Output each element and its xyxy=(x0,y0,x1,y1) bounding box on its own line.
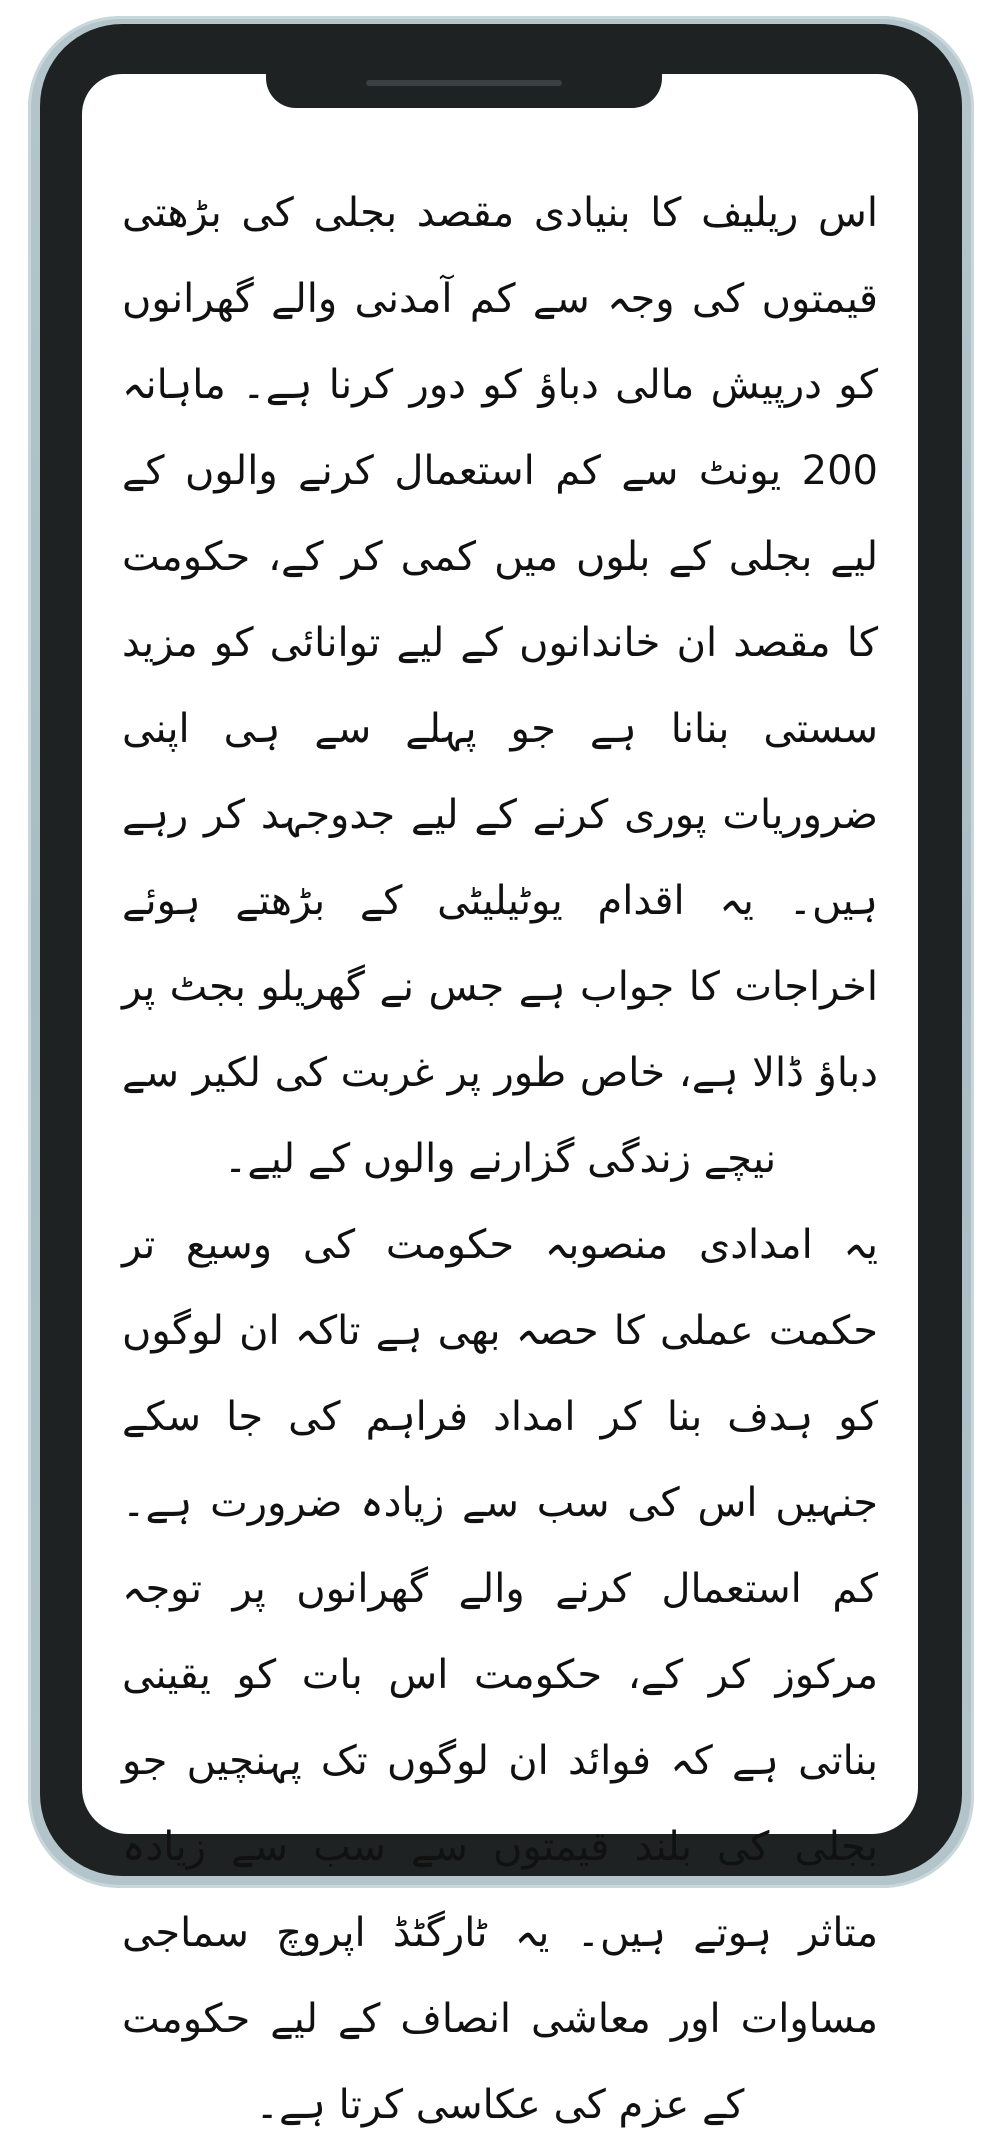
phone-notch xyxy=(266,30,662,108)
paragraph-1: اس ریلیف کا بنیادی مقصد بجلی کی بڑھتی قیمتوں کی وجہ سے کم آمدنی والے گھرانوں کو درپیش مالی دباؤ کو دور کرنا ہے۔ ماہانہ 200 یونٹ سے کم استعمال کرنے والوں کے لیے بجلی کے بلوں میں کمی کر کے، حکومت کا مقصد ان خاندانوں کے لیے توانائی کو مزید سستی بنانا ہے جو پہلے سے ہی اپنی ضروریات پوری کرنے کے لیے جدوجہد کر رہے ہیں۔ یہ اقدام یوٹیلیٹی کے بڑھتے ہوئے اخراجات کا جواب ہے جس نے گھریلو بجٹ پر دباؤ ڈالا ہے، خاص طور پر غربت کی لکیر سے نیچے زندگی گزارنے والوں کے لیے۔ xyxy=(122,190,878,1182)
phone-screen xyxy=(82,74,918,2128)
article-text xyxy=(122,170,878,2148)
paragraph-2: یہ امدادی منصوبہ حکومت کی وسیع تر حکمت عملی کا حصہ بھی ہے تاکہ ان لوگوں کو ہدف بنا کر امداد فراہم کی جا سکے جنہیں اس کی سب سے زیادہ ضرورت ہے۔ کم استعمال کرنے والے گھرانوں پر توجہ مرکوز کر کے، حکومت اس بات کو یقینی بناتی ہے کہ فوائد ان لوگوں تک پہنچیں جو بجلی کی بلند قیمتوں سے سب سے زیادہ متاثر ہوتے ہیں۔ یہ ٹارگٹڈ اپروچ سماجی مساوات اور معاشی انصاف کے لیے حکومت کے عزم کی عکاسی کرتا ہے۔ xyxy=(122,1222,878,2128)
speaker-grille xyxy=(366,80,562,86)
